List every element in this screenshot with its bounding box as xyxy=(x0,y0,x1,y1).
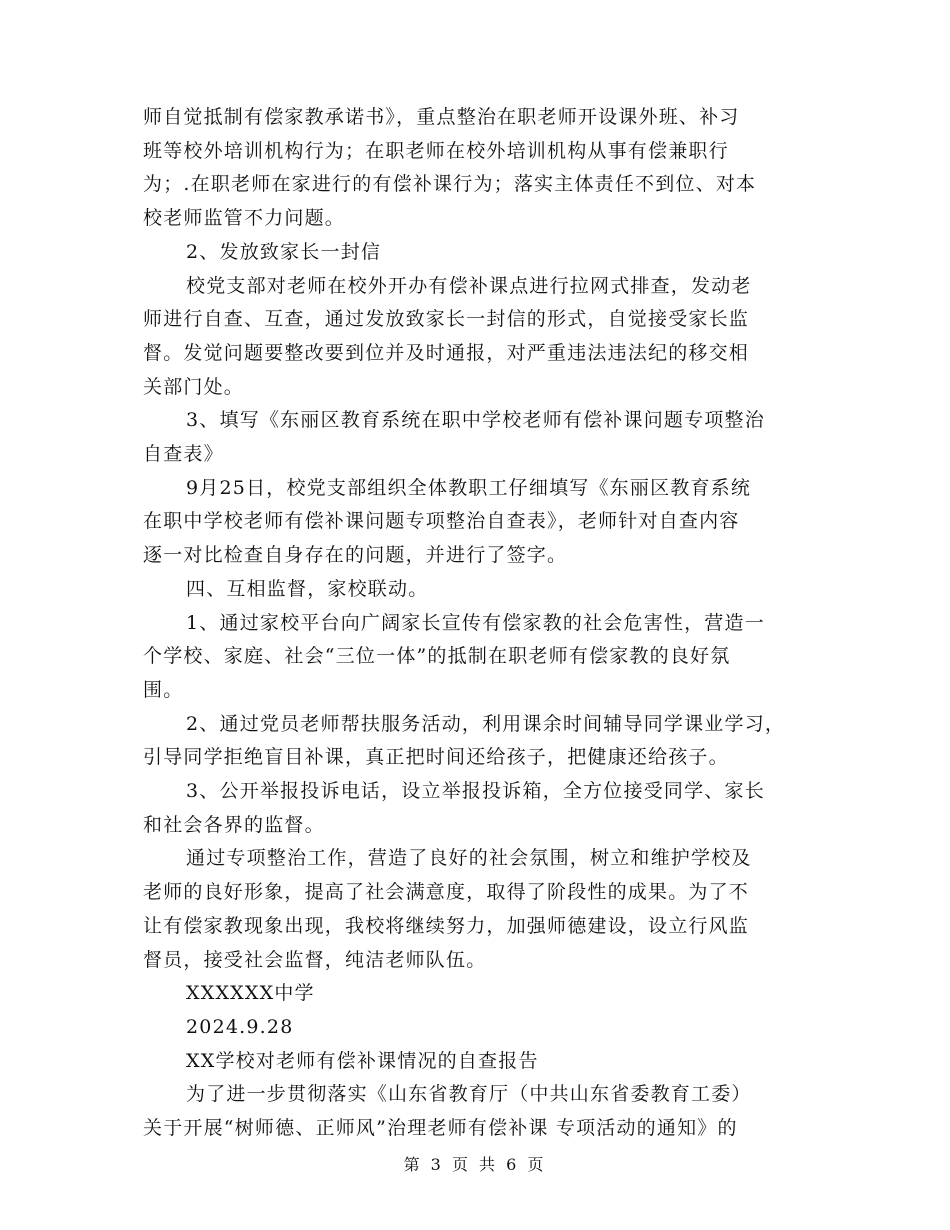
text-line: 通过专项整治工作，营造了良好的社会氛围，树立和维护学校及 xyxy=(186,847,752,869)
text-line: 3、填写《东丽区教育系统在职中学校老师有偿补课问题专项整治 xyxy=(186,409,765,431)
text-line: 督员，接受社会监督，纯洁老师队伍。 xyxy=(143,949,487,971)
text-line: 督。发觉问题要整改要到位并及时通报，对严重违法违法纪的移交相 xyxy=(143,342,750,364)
text-line: 为了进一步贯彻落实《山东省教育厅（中共山东省委教育工委） xyxy=(186,1083,752,1105)
signature-organization: XXXXXX中学 xyxy=(186,982,315,1004)
text-line: 引导同学拒绝盲目补课，真正把时间还给孩子，把健康还给孩子。 xyxy=(143,746,729,768)
text-line: 自查表》 xyxy=(143,443,224,465)
text-line: 班等校外培训机构行为；在职老师在校外培训机构从事有偿兼职行 xyxy=(143,140,729,162)
text-line: 个学校、家庭、社会“三位一体”的抵制在职老师有偿家教的良好氛 xyxy=(143,645,731,667)
text-line: 四、互相监督，家校联动。 xyxy=(186,578,429,600)
text-line: 关部门处。 xyxy=(143,376,245,398)
text-line: 在职中学校老师有偿补课问题专项整治自查表》，老师针对自查内容 xyxy=(143,510,740,532)
text-line: 和社会各界的监督。 xyxy=(143,814,325,836)
text-line: 2、发放致家长一封信 xyxy=(186,241,382,263)
text-line: 校党支部对老师在校外开办有偿补课点进行拉网式排查，发动老 xyxy=(186,275,752,297)
page-footer: 第 3 页 共 6 页 xyxy=(403,1155,547,1174)
text-line: 1、通过家校平台向广阔家长宣传有偿家教的社会危害性，营造一 xyxy=(186,612,765,634)
text-line: 让有偿家教现象出现，我校将继续努力，加强师德建设，设立行风监 xyxy=(143,915,750,937)
text-line: 为；.在职老师在家进行的有偿补课行为；落实主体责任不到位、对本 xyxy=(143,173,757,195)
text-line: 逐一对比检查自身存在的问题，并进行了签字。 xyxy=(143,544,568,566)
text-line: 师进行自查、互查，通过发放致家长一封信的形式，自觉接受家长监 xyxy=(143,308,750,330)
text-line: 师自觉抵制有偿家教承诺书》，重点整治在职老师开设课外班、补习 xyxy=(143,106,740,128)
text-line: 围。 xyxy=(143,679,184,701)
text-line: 关于开展“树师德、正师风”治理老师有偿补课 专项活动的通知》的 xyxy=(143,1117,738,1139)
text-line: 校老师监管不力问题。 xyxy=(143,207,346,229)
text-line: 9月25日，校党支部组织全体教职工仔细填写《东丽区教育系统 xyxy=(186,477,752,499)
report-title: XX学校对老师有偿补课情况的自查报告 xyxy=(186,1050,539,1072)
signature-date: 2024.9.28 xyxy=(186,1016,294,1038)
text-line: 3、公开举报投诉电话，设立举报投诉箱，全方位接受同学、家长 xyxy=(186,780,765,802)
text-line: 老师的良好形象，提高了社会满意度，取得了阶段性的成果。为了不 xyxy=(143,881,750,903)
text-line: 2、通过党员老师帮扶服务活动，利用课余时间辅导同学课业学习， xyxy=(186,713,786,735)
